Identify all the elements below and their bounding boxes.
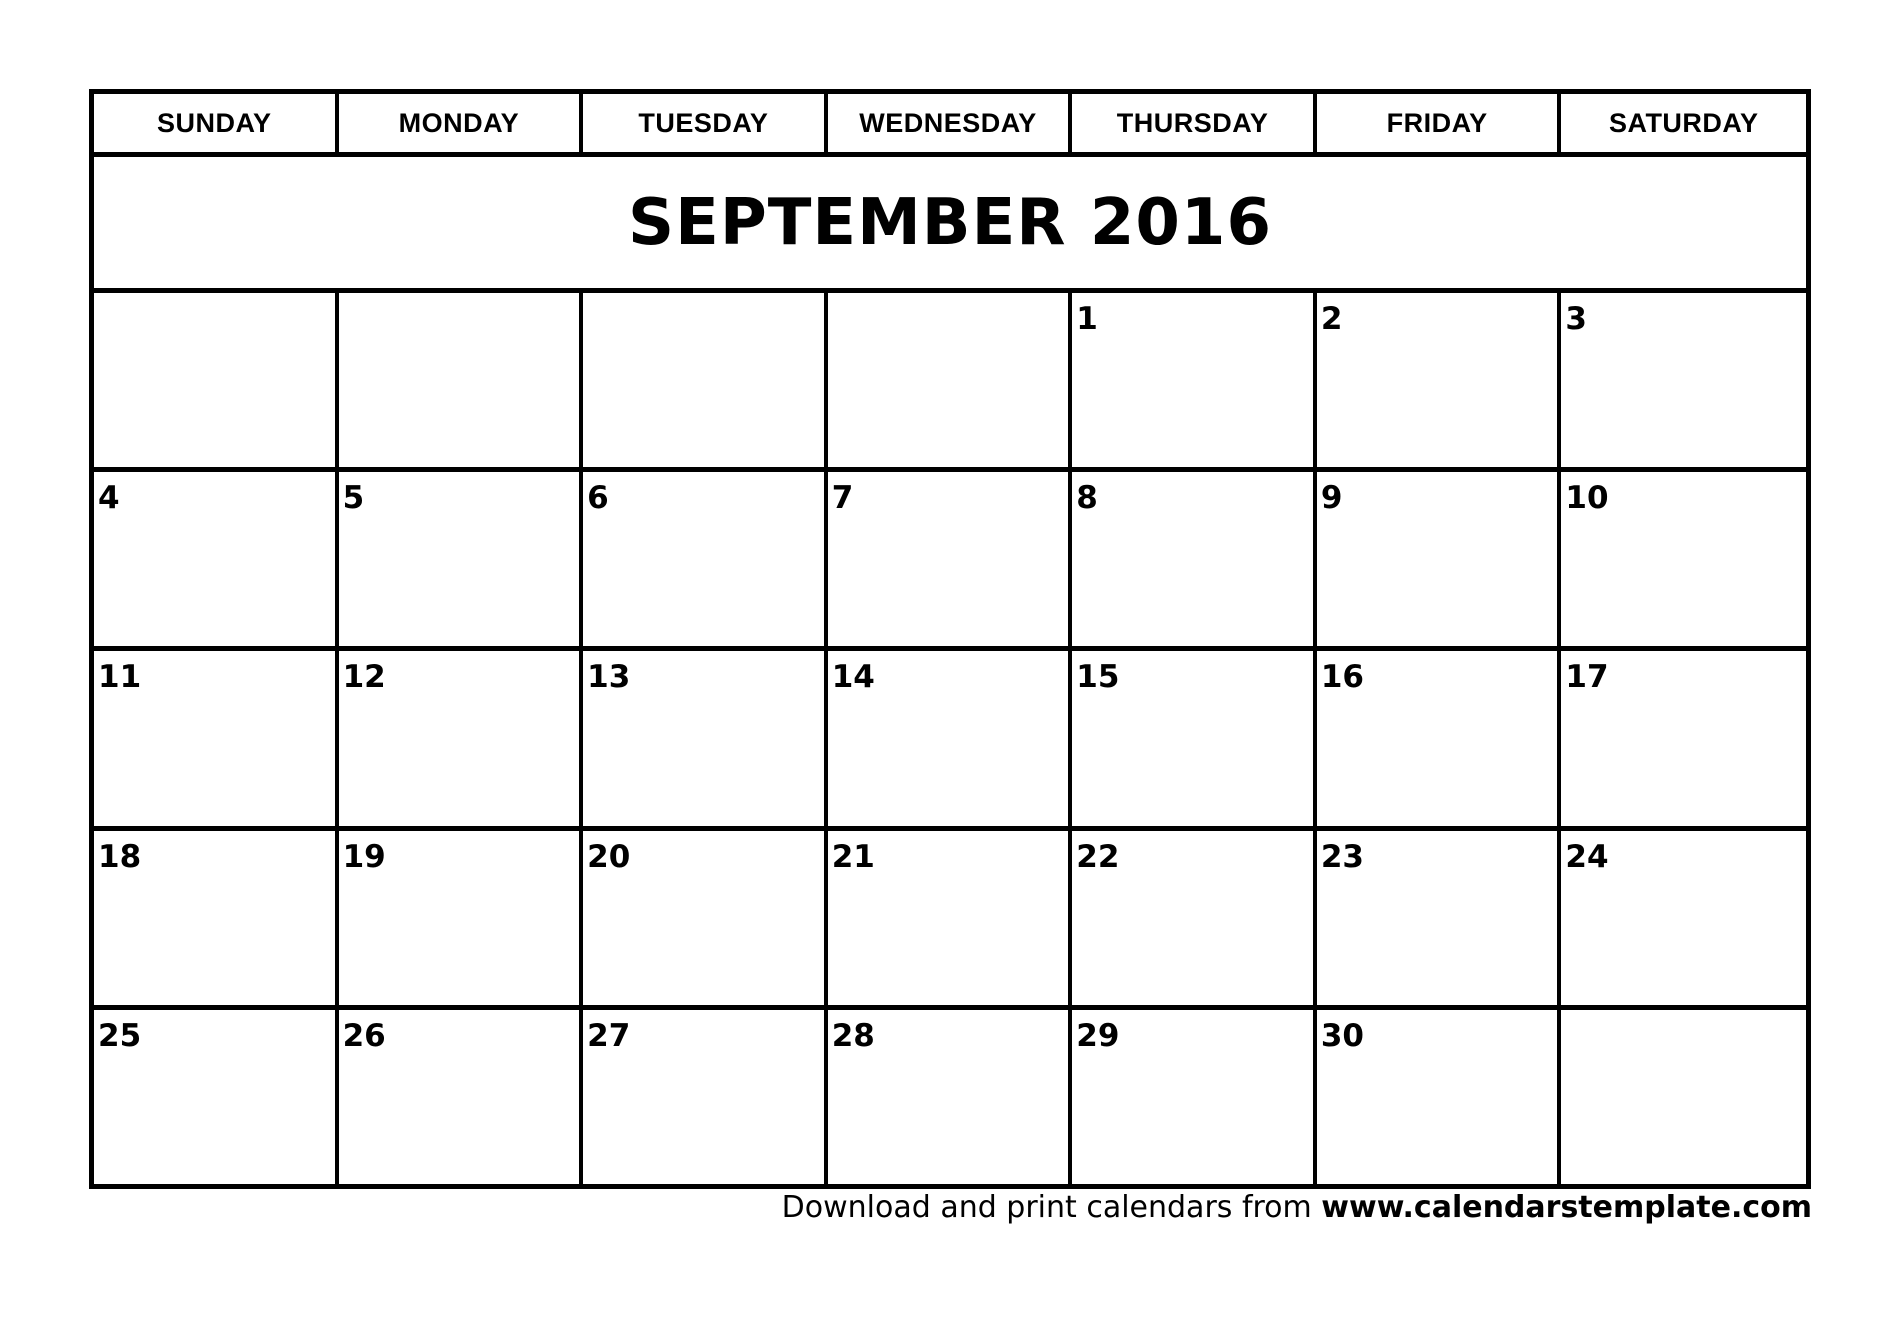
date-number: 18	[98, 838, 142, 875]
day-cell	[1561, 1010, 1806, 1189]
date-number: 8	[1076, 480, 1098, 517]
day-cell	[828, 472, 1073, 646]
week-row	[94, 651, 1806, 830]
date-number: 2	[1320, 301, 1343, 337]
day-cell	[1072, 1010, 1317, 1189]
day-cell	[583, 1010, 828, 1189]
week-row	[94, 1010, 1806, 1189]
weekday-monday: MONDAY	[339, 94, 584, 152]
date-number: 12	[342, 659, 386, 696]
date-number: 30	[1320, 1017, 1364, 1054]
date-number: 10	[1565, 480, 1609, 517]
date-number: 16	[1320, 659, 1364, 696]
day-cell	[94, 293, 339, 467]
day-cell	[1072, 651, 1317, 825]
date-number: 5	[342, 480, 365, 517]
month-title: SEPTEMBER 2016	[628, 185, 1272, 260]
date-number: 17	[1565, 659, 1609, 696]
day-cell	[828, 831, 1073, 1005]
date-number: 7	[831, 480, 854, 517]
date-number: 28	[831, 1017, 875, 1054]
day-cell	[583, 831, 828, 1005]
date-number: 14	[831, 659, 875, 696]
weekday-sunday: SUNDAY	[94, 94, 339, 152]
date-number: 19	[342, 838, 386, 875]
day-cell	[94, 1010, 339, 1189]
day-cell	[1561, 472, 1806, 646]
day-cell	[1561, 831, 1806, 1005]
day-cell	[583, 472, 828, 646]
day-cell	[339, 651, 584, 825]
weeks-container	[94, 293, 1806, 1189]
day-cell	[583, 651, 828, 825]
date-number: 6	[587, 480, 609, 517]
day-cell	[1072, 831, 1317, 1005]
day-cell	[339, 472, 584, 646]
weekday-saturday: SATURDAY	[1608, 107, 1759, 138]
weekday-wednesday: WEDNESDAY	[828, 94, 1073, 152]
day-cell	[1317, 831, 1562, 1005]
date-number: 9	[1320, 480, 1343, 517]
day-cell	[339, 293, 584, 467]
weekday-friday: FRIDAY	[1317, 94, 1562, 152]
day-cell	[339, 831, 584, 1005]
date-number: 4	[98, 480, 120, 517]
date-number: 11	[98, 659, 142, 696]
day-cell	[828, 1010, 1073, 1189]
week-row	[94, 472, 1806, 651]
footer-link[interactable]: www.calendarstemplate.com	[1321, 1190, 1812, 1225]
date-number: 15	[1076, 659, 1120, 696]
day-cell	[1072, 472, 1317, 646]
date-number: 24	[1565, 838, 1609, 875]
day-cell	[1317, 651, 1562, 825]
date-number: 13	[587, 659, 631, 696]
weekday-tuesday: TUESDAY	[583, 94, 828, 152]
day-cell	[94, 831, 339, 1005]
day-cell	[94, 472, 339, 646]
weekday-thursday: THURSDAY	[1072, 94, 1317, 152]
footer-credit	[782, 1190, 1812, 1225]
footer-text: Download and print calendars from	[781, 1190, 1322, 1225]
week-row	[94, 831, 1806, 1010]
day-cell	[1072, 293, 1317, 467]
date-number: 25	[98, 1017, 142, 1054]
day-cell	[828, 293, 1073, 467]
date-number: 22	[1076, 838, 1120, 875]
date-number: 20	[587, 838, 631, 875]
month-title-row	[94, 157, 1806, 293]
date-number: 26	[342, 1017, 386, 1054]
date-number: 1	[1076, 301, 1098, 337]
date-number: 23	[1320, 838, 1364, 875]
week-row	[94, 293, 1806, 472]
date-number: 29	[1076, 1017, 1120, 1054]
day-cell	[828, 651, 1073, 825]
weekday-header-row	[94, 94, 1806, 157]
day-cell	[1317, 1010, 1562, 1189]
date-number: 27	[587, 1017, 631, 1054]
day-cell	[583, 293, 828, 467]
day-cell	[339, 1010, 584, 1189]
day-cell	[1317, 472, 1562, 646]
date-number: 3	[1565, 301, 1587, 337]
day-cell	[1317, 293, 1562, 467]
day-cell	[1561, 651, 1806, 825]
day-cell	[1561, 293, 1806, 467]
day-cell	[94, 651, 339, 825]
calendar-grid	[89, 89, 1811, 1189]
date-number: 21	[831, 838, 875, 875]
